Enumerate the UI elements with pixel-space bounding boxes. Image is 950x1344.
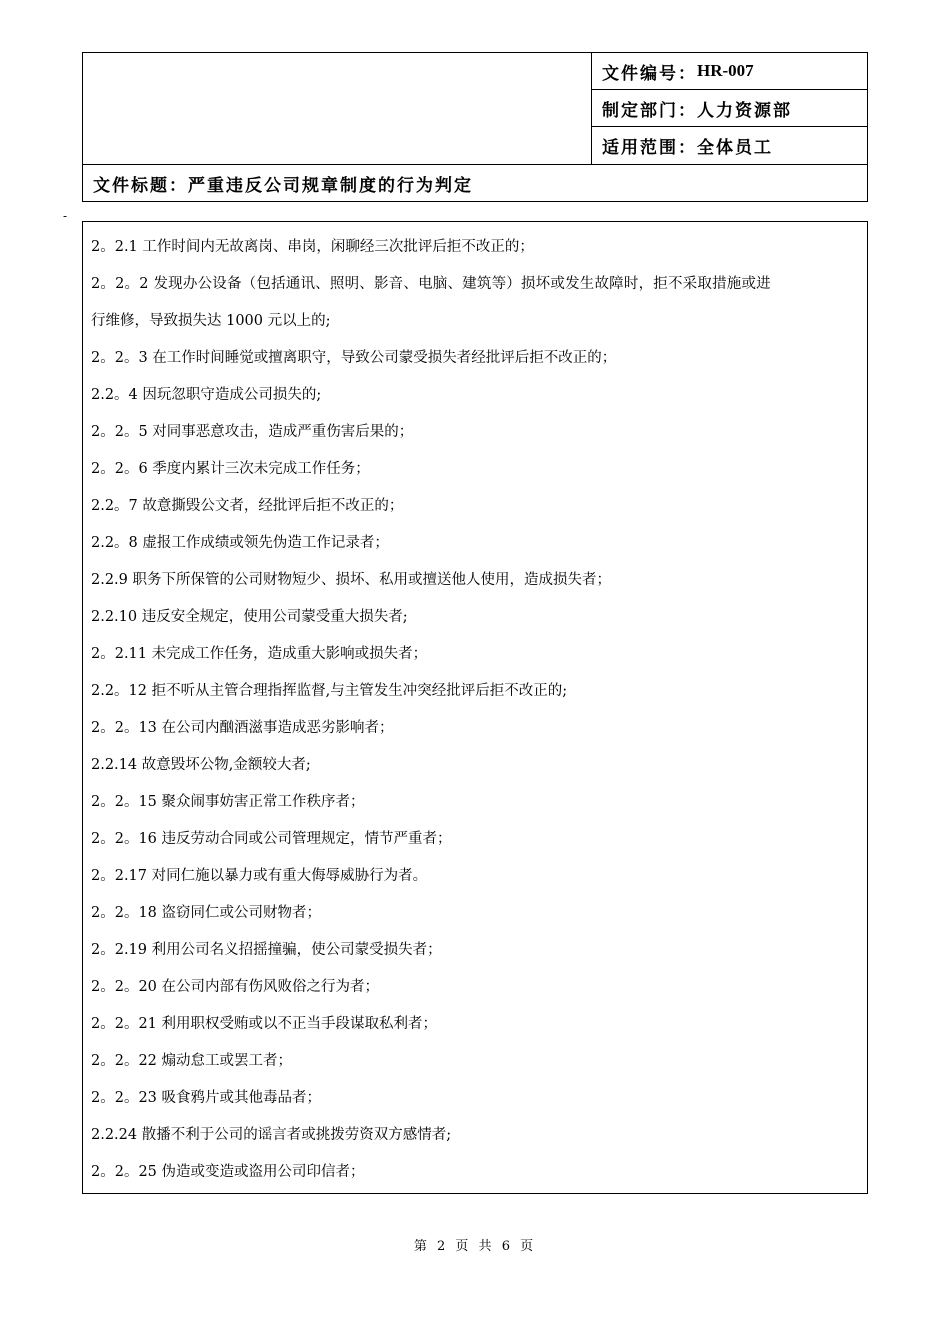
rule-line: 2。2。23 吸食鸦片或其他毒品者；: [91, 1090, 322, 1106]
rule-line: 2.2。12 拒不听从主管合理指挥监督,与主管发生冲突经批评后拒不改正的;: [91, 683, 568, 699]
rule-line: 2.2。4 因玩忽职守造成公司损失的;: [91, 387, 322, 403]
rule-line: 2。2。6 季度内累计三次未完成工作任务；: [91, 461, 370, 477]
document-number: [592, 53, 867, 90]
rule-line: 2.2.14 故意毁坏公物,金额较大者;: [91, 757, 311, 773]
document-number-label: 文件编号：: [602, 63, 697, 84]
rule-line: 2.2。8 虚报工作成绩或领先伪造工作记录者；: [91, 535, 389, 551]
rule-line: 2。2。16 违反劳动合同或公司管理规定，情节严重者；: [91, 831, 452, 847]
rule-line: 2。2.17 对同仁施以暴力或有重大侮辱威胁行为者。: [91, 868, 428, 884]
page-number: 第 2 页 共 6 页: [413, 1239, 537, 1254]
rule-line: 2.2.24 散播不利于公司的谣言者或挑拨劳资双方感情者;: [91, 1127, 452, 1143]
scope: 适用范围：全体员工: [602, 138, 773, 158]
rule-line: 2.2.9 职务下所保管的公司财物短少、损坏、私用或擅送他人使用，造成损失者；: [91, 572, 612, 588]
stray-mark: -: [63, 209, 68, 223]
rule-line: 2。2。21 利用职权受贿或以不正当手段谋取私利者；: [91, 1016, 438, 1032]
rule-line: 2。2。25 伪造或变造或盗用公司印信者；: [91, 1164, 365, 1180]
rule-line: 2。2。18 盗窃同仁或公司财物者；: [91, 905, 322, 921]
logo-area: [83, 53, 592, 164]
rule-line: 2。2。3 在工作时间睡觉或擅离职守，导致公司蒙受损失者经批评后拒不改正的；: [91, 350, 617, 366]
document-meta: [592, 53, 867, 164]
rule-line: 2。2。22 煽动怠工或罢工者；: [91, 1053, 293, 1069]
rule-line: 2。2.1 工作时间内无故离岗、串岗，闲聊经三次批评后拒不改正的；: [91, 239, 534, 255]
rule-line: 2.2。7 故意撕毁公文者，经批评后拒不改正的；: [91, 498, 404, 514]
rules-list: [82, 221, 868, 1194]
rule-line: 2。2.19 利用公司名义招摇撞骗，使公司蒙受损失者；: [91, 942, 442, 958]
department: 制定部门：人力资源部: [592, 90, 867, 127]
document-number-value: HR-007: [697, 61, 754, 80]
rule-line: 行维修，导致损失达 1000 元以上的;: [91, 313, 331, 329]
rule-line: 2。2。5 对同事恶意攻击，造成严重伤害后果的；: [91, 424, 414, 440]
rule-line: 2。2.11 未完成工作任务，造成重大影响或损失者；: [91, 646, 428, 662]
rule-line: 2。2。15 聚众闹事妨害正常工作秩序者；: [91, 794, 365, 810]
rule-line: 2。2。20 在公司内部有伤风败俗之行为者；: [91, 979, 380, 995]
rule-line: 2.2.10 违反安全规定，使用公司蒙受重大损失者;: [91, 609, 408, 625]
document-header-table: [82, 52, 868, 202]
rule-line: 2。2。13 在公司内酗酒滋事造成恶劣影响者；: [91, 720, 394, 736]
rule-line: 2。2。2 发现办公设备（包括通讯、照明、影音、电脑、建筑等）损坏或发生故障时，拒不采取措施或进: [91, 276, 771, 292]
document-title: 文件标题：严重违反公司规章制度的行为判定: [83, 164, 867, 201]
